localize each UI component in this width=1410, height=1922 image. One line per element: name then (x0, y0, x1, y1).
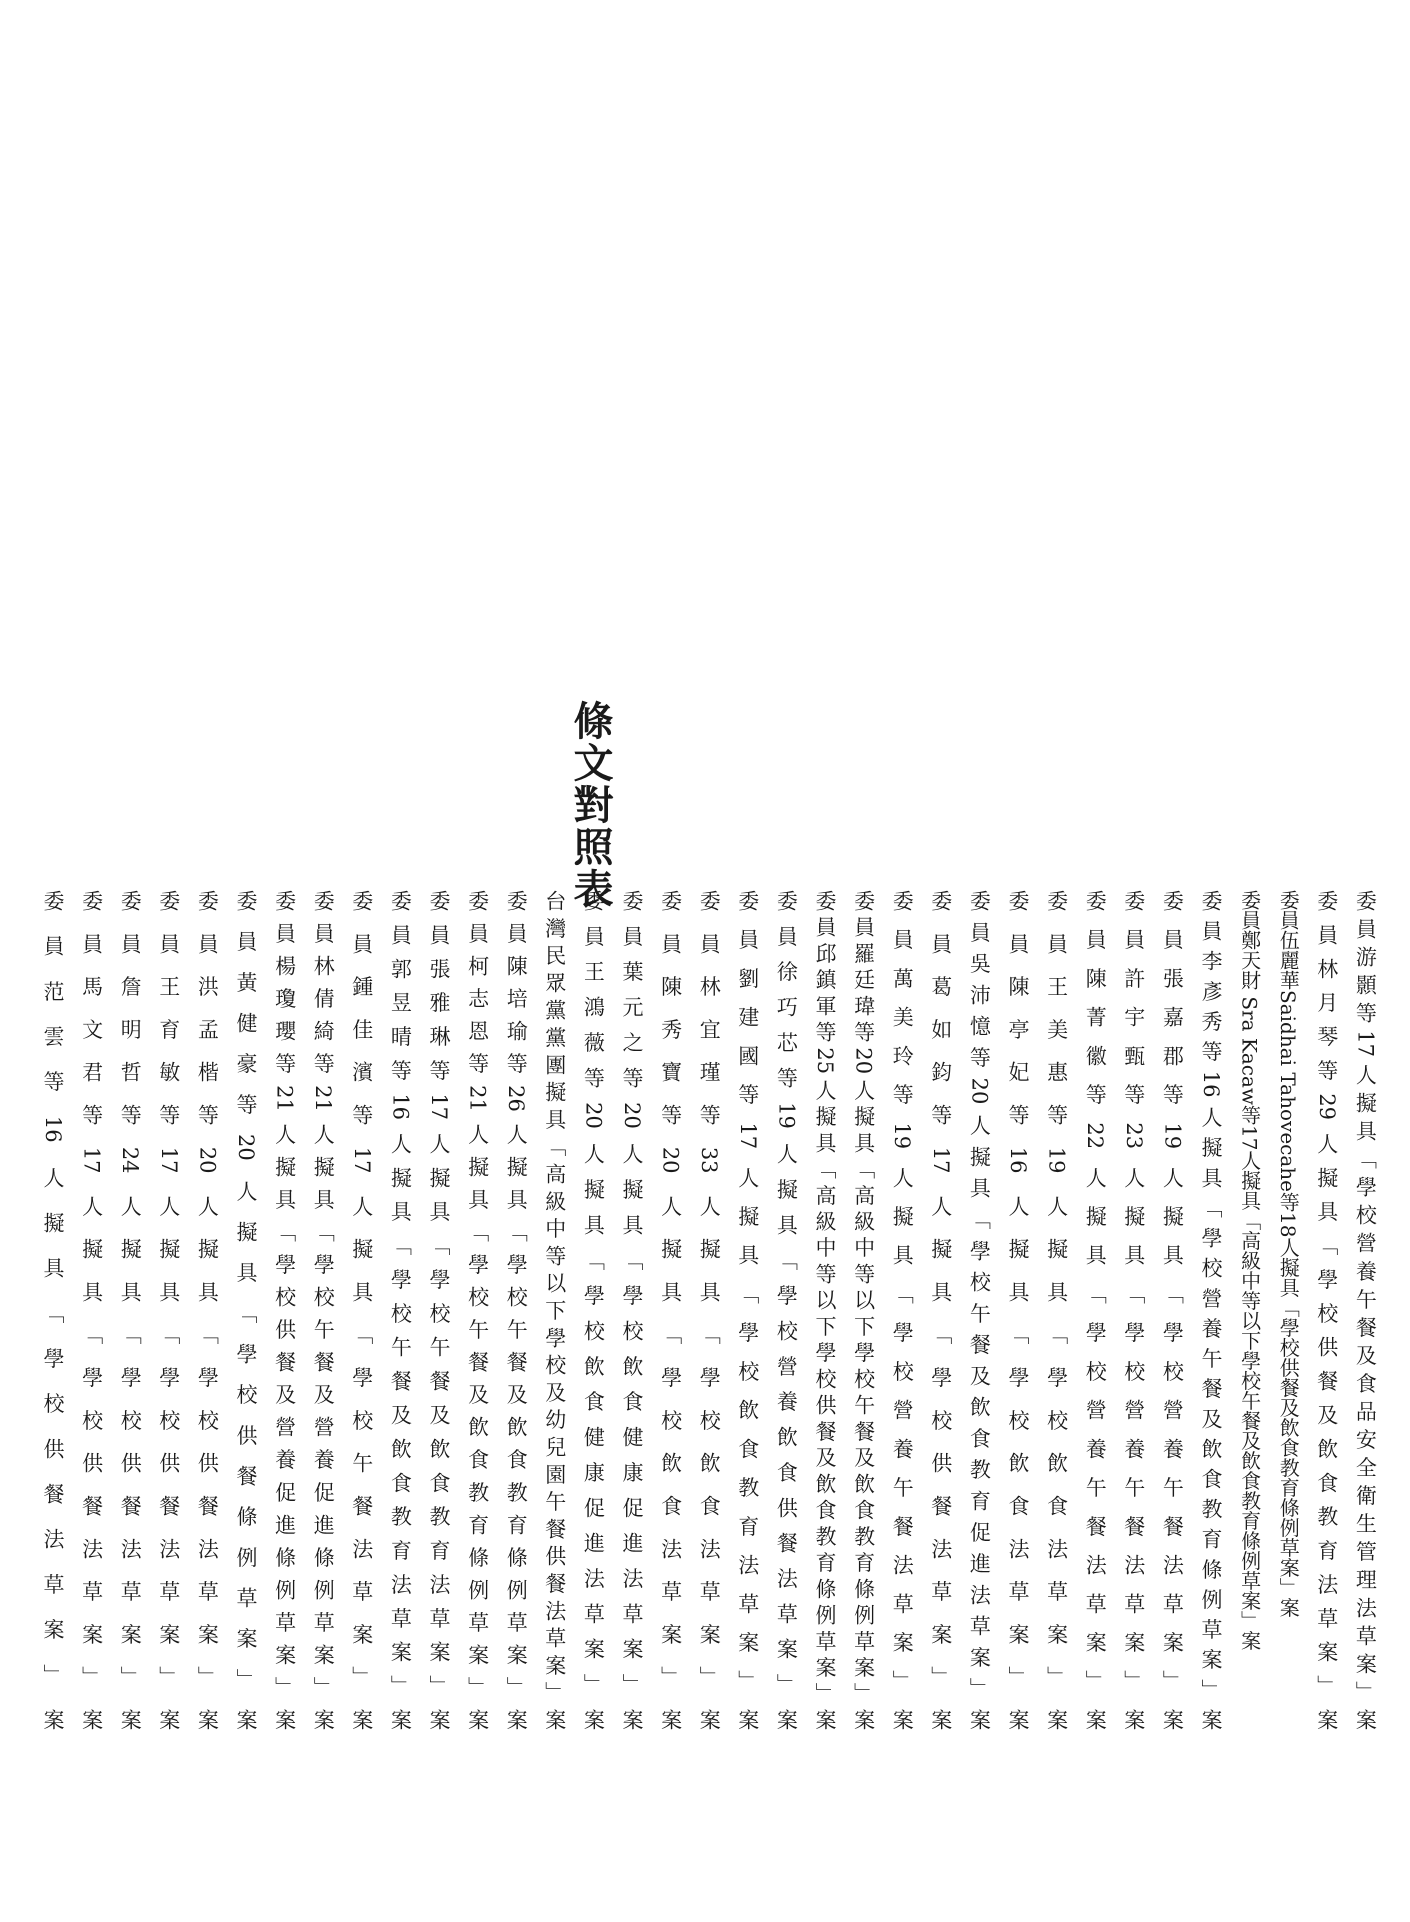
bill-row: 委員陳菁徽等22人擬具「學校營養午餐法草案」案 (1083, 890, 1108, 1730)
bill-row: 委員范雲等16人擬具「學校供餐法草案」案 (41, 890, 65, 1730)
bill-row: 委員李彥秀等16人擬具「學校營養午餐及飲食教育條例草案」案 (1199, 890, 1223, 1730)
bill-row: 委員張雅琳等17人擬具「學校午餐及飲食教育法草案」案 (427, 890, 451, 1730)
bill-row: 委員陳培瑜等26人擬具「學校午餐及飲食教育條例草案」案 (504, 890, 529, 1730)
bill-row: 委員柯志恩等21人擬具「學校午餐及飲食教育條例草案」案 (465, 890, 490, 1730)
bill-row: 委員徐巧芯等19人擬具「學校營養飲食供餐法草案」案 (774, 890, 799, 1730)
bill-row: 委員林倩綺等21人擬具「學校午餐及營養促進條例草案」案 (311, 890, 336, 1730)
bill-row: 委員邱鎮軍等25人擬具「高級中等以下學校供餐及飲食教育條例草案」案 (813, 890, 837, 1730)
bill-row: 委員陳秀寶等20人擬具「學校飲食法草案」案 (658, 890, 683, 1730)
bill-row: 台灣民眾黨黨團擬具「高級中等以下學校及幼兒園午餐供餐法草案」案 (542, 890, 567, 1730)
bill-row: 委員王育敏等17人擬具「學校供餐法草案」案 (156, 890, 181, 1730)
bill-row: 委員萬美玲等19人擬具「學校營養午餐法草案」案 (890, 890, 915, 1730)
bill-row: 委員楊瓊瓔等21人擬具「學校供餐及營養促進條例草案」案 (272, 890, 297, 1730)
bill-row: 委員詹明哲等24人擬具「學校供餐法草案」案 (118, 890, 143, 1730)
bill-row: 委員許宇甄等23人擬具「學校營養午餐法草案」案 (1121, 890, 1146, 1730)
bill-row: 委員葛如鈞等17人擬具「學校供餐法草案」案 (928, 890, 953, 1730)
bill-row: 委員鄭天財 Sra Kacaw等17人擬具「高級中等以下學校午餐及飲食教育條例草案」案 (1237, 890, 1262, 1651)
bill-row: 委員林月琴等29人擬具「學校供餐及飲食教育法草案」案 (1314, 890, 1339, 1730)
page-title: 條文對照表 (567, 700, 614, 910)
bill-row: 委員張嘉郡等19人擬具「學校營養午餐法草案」案 (1160, 890, 1185, 1730)
bill-row: 委員王美惠等19人擬具「學校飲食法草案」案 (1044, 890, 1069, 1730)
bill-row: 委員吳沛憶等20人擬具「學校午餐及飲食教育促進法草案」案 (967, 890, 992, 1730)
bill-row: 委員王鴻薇等20人擬具「學校飲食健康促進法草案」案 (581, 890, 606, 1730)
bill-row: 委員郭昱晴等16人擬具「學校午餐及飲食教育法草案」案 (388, 890, 413, 1730)
bill-row: 委員洪孟楷等20人擬具「學校供餐法草案」案 (195, 890, 220, 1730)
bill-row: 委員陳亭妃等16人擬具「學校飲食法草案」案 (1006, 890, 1030, 1730)
bill-row: 委員黃健豪等20人擬具「學校供餐條例草案」案 (234, 890, 258, 1730)
bill-row: 委員羅廷瑋等20人擬具「高級中等以下學校午餐及飲食教育條例草案」案 (851, 890, 876, 1730)
bill-row: 委員鍾佳濱等17人擬具「學校午餐法草案」案 (349, 890, 374, 1730)
bill-row: 委員馬文君等17人擬具「學校供餐法草案」案 (79, 890, 104, 1730)
bill-row: 委員伍麗華Saidhai Tahovecahe等18人擬具「學校供餐及飲食教育條例草案」案 (1276, 890, 1301, 1618)
bill-row: 委員林宜瑾等33人擬具「學校飲食法草案」案 (697, 890, 722, 1730)
bill-row: 委員葉元之等20人擬具「學校飲食健康促進法草案」案 (620, 890, 644, 1730)
bill-row: 委員劉建國等17人擬具「學校飲食教育法草案」案 (735, 890, 760, 1730)
bill-row: 委員游顥等17人擬具「學校營養午餐及食品安全衛生管理法草案」案 (1353, 890, 1378, 1730)
